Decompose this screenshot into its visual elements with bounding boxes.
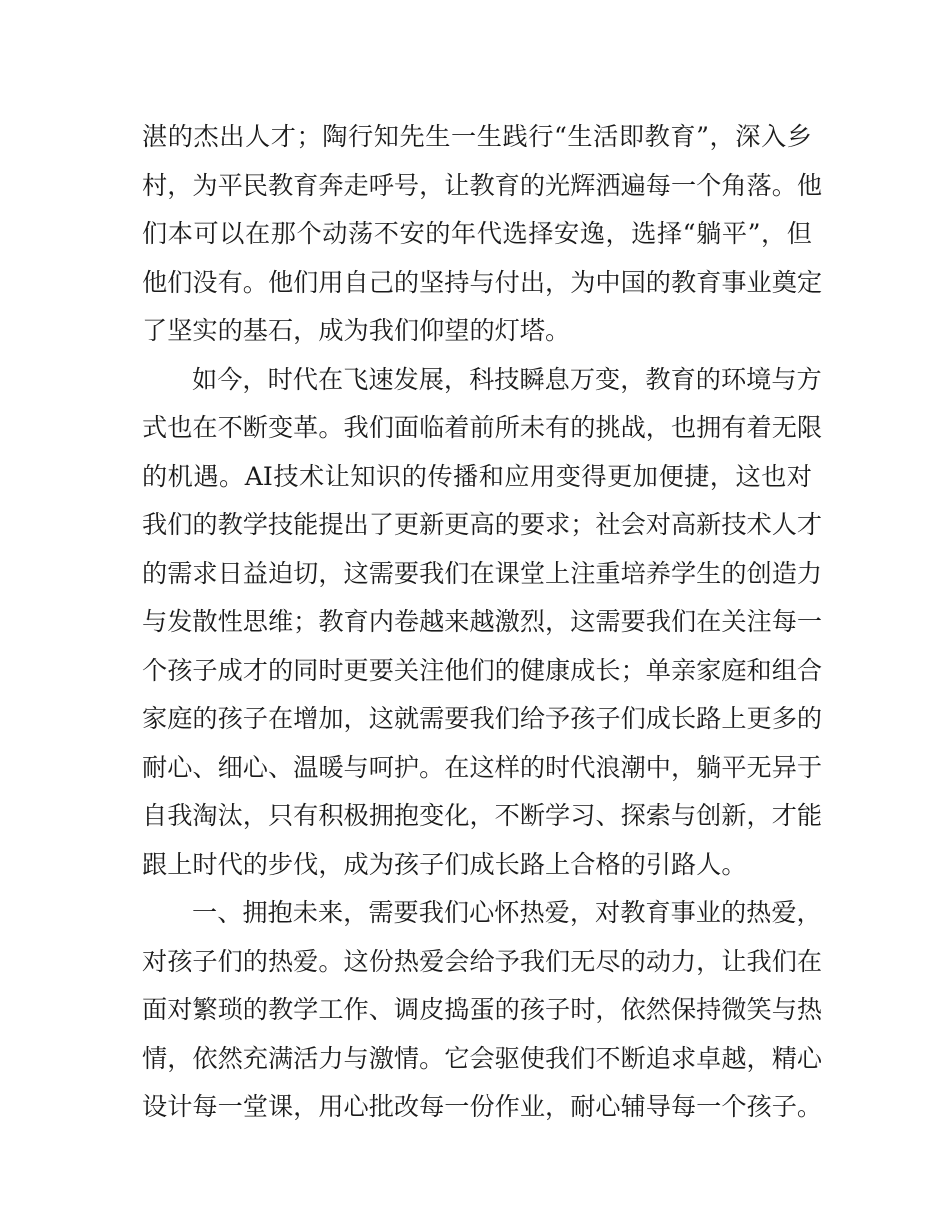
- text-line: 跟上时代的步伐，成为孩子们成长路上合格的引路人。: [142, 849, 747, 879]
- text-line: 面对繁琐的教学工作、调皮捣蛋的孩子时，依然保持微笑与热: [142, 995, 823, 1024]
- text-line: 我们的教学技能提出了更新更高的要求；社会对高新技术人才: [142, 510, 823, 539]
- text-line: 耐心、细心、温暖与呵护。在这样的时代浪潮中，躺平无异于: [142, 752, 823, 782]
- text-line: 式也在不断变革。我们面临着前所未有的挑战，也拥有着无限: [142, 413, 823, 442]
- text-line: 的机遇。AI技术让知识的传播和应用变得更加便捷，这也对: [142, 461, 812, 491]
- text-line: 们本可以在那个动荡不安的年代选择安逸，选择“躺平”，但: [142, 219, 812, 248]
- text-line: 对孩子们的热爱。这份热爱会给予我们无尽的动力，让我们在: [142, 946, 823, 976]
- paragraph-3: [142, 889, 823, 1132]
- text-line: 他们没有。他们用自己的坚持与付出，为中国的教育事业奠定: [142, 267, 823, 297]
- text-line: 设计每一堂课，用心批改每一份作业，耐心辅导每一个孩子。: [142, 1092, 823, 1121]
- text-line: 的需求日益迫切，这需要我们在课堂上注重培养学生的创造力: [142, 558, 823, 588]
- text-line: 湛的杰出人才；陶行知先生一生践行“生活即教育”，深入乡: [142, 122, 812, 151]
- text-line: 与发散性思维；教育内卷越来越激烈，这需要我们在关注每一: [142, 607, 823, 636]
- text-line: 了坚实的基石，成为我们仰望的灯塔。: [142, 316, 571, 345]
- text-line: 如今，时代在飞速发展，科技瞬息万变，教育的环境与方: [192, 364, 822, 394]
- document-body: [142, 113, 823, 1132]
- paragraph-1: [142, 113, 823, 356]
- text-line: 情，依然充满活力与激情。它会驱使我们不断追求卓越，精心: [142, 1043, 823, 1073]
- text-line: 村，为平民教育奔走呼号，让教育的光辉洒遍每一个角落。他: [142, 170, 823, 200]
- paragraph-2: [142, 356, 823, 890]
- text-line: 个孩子成才的同时更要关注他们的健康成长；单亲家庭和组合: [142, 655, 823, 685]
- text-line: 家庭的孩子在增加，这就需要我们给予孩子们成长路上更多的: [142, 704, 823, 733]
- text-line: 自我淘汰，只有积极拥抱变化，不断学习、探索与创新，才能: [142, 801, 823, 830]
- text-line: 一、拥抱未来，需要我们心怀热爱，对教育事业的热爱，: [192, 898, 822, 927]
